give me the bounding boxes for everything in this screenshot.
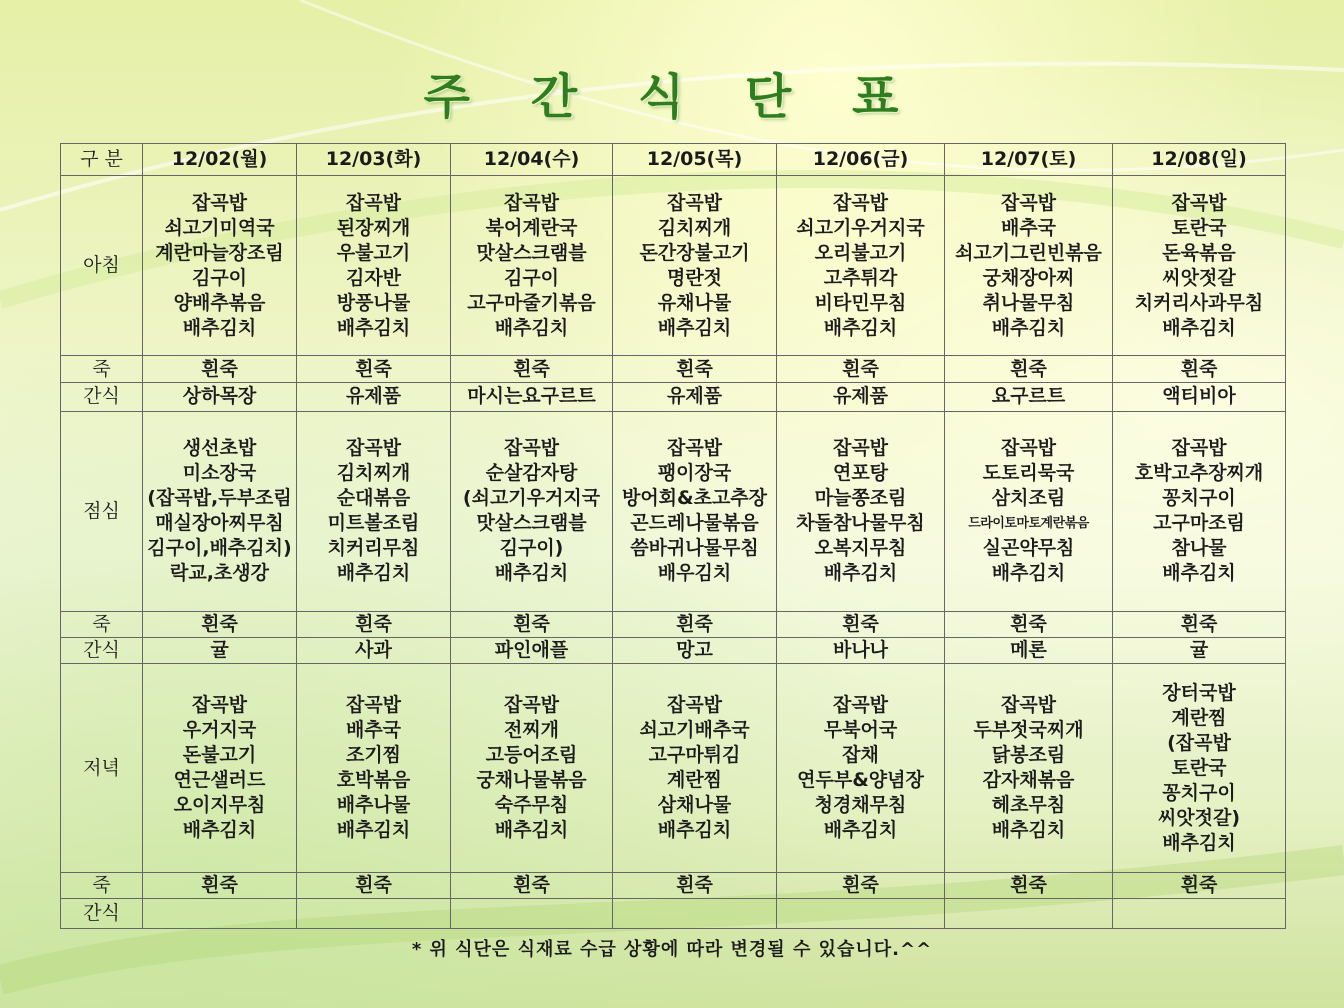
menu-item: 요구르트 bbox=[991, 385, 1066, 408]
menu-item: 미소장국 bbox=[182, 462, 257, 485]
menu-cell bbox=[143, 382, 297, 411]
lunch-row bbox=[61, 411, 1286, 612]
menu-item: 맛살스크램블 bbox=[476, 241, 587, 264]
snack-row bbox=[61, 898, 1286, 928]
menu-item: 배추김치 bbox=[1162, 831, 1236, 854]
menu-item: 두부젓국찌개 bbox=[973, 719, 1084, 742]
menu-item: 순대볶음 bbox=[336, 487, 411, 510]
day-header: 12/05(목) bbox=[613, 144, 777, 176]
menu-cell bbox=[1113, 411, 1286, 612]
menu-cell bbox=[945, 612, 1113, 638]
menu-item: 잡곡밥 bbox=[503, 437, 560, 460]
menu-item: 계란찜 bbox=[1171, 706, 1227, 729]
menu-item: 배추김치 bbox=[823, 316, 898, 339]
menu-item: 파인애플 bbox=[494, 639, 569, 662]
menu-cell bbox=[613, 411, 777, 612]
menu-item: 배추김치 bbox=[336, 562, 411, 585]
menu-item: 흰죽 bbox=[1010, 357, 1047, 380]
menu-cell bbox=[451, 872, 613, 898]
menu-item: 김구이 bbox=[191, 266, 248, 289]
menu-cell bbox=[945, 356, 1113, 382]
menu-item: 김치찌개 bbox=[336, 462, 411, 485]
menu-item: 도토리묵국 bbox=[982, 462, 1075, 485]
menu-item: 쇠고기미역국 bbox=[164, 216, 275, 239]
menu-item: 유채나물 bbox=[657, 291, 732, 314]
menu-item: 잡곡밥 bbox=[832, 694, 889, 717]
menu-item: (잡곡밥 bbox=[1167, 731, 1231, 754]
header-row bbox=[61, 144, 1286, 176]
menu-item: 유제품 bbox=[666, 385, 723, 408]
menu-item: 꽁치구이 bbox=[1162, 487, 1236, 510]
menu-item: 배추김치 bbox=[494, 562, 569, 585]
menu-cell bbox=[777, 382, 945, 411]
menu-item: 잡곡밥 bbox=[503, 191, 560, 214]
menu-item: 쇠고기배추국 bbox=[639, 719, 750, 742]
menu-item: 잡곡밥 bbox=[1000, 694, 1057, 717]
menu-item: 잡곡밥 bbox=[345, 191, 402, 214]
menu-item: 잡곡밥 bbox=[191, 694, 248, 717]
menu-cell bbox=[945, 898, 1113, 928]
menu-item: 잡곡밥 bbox=[1171, 191, 1227, 214]
menu-item: 양배추볶음 bbox=[173, 291, 266, 314]
menu-cell bbox=[777, 872, 945, 898]
menu-item: 배추김치 bbox=[494, 316, 569, 339]
menu-cell bbox=[451, 411, 613, 612]
menu-cell bbox=[143, 872, 297, 898]
day-header: 12/02(월) bbox=[143, 144, 297, 176]
menu-item: 귤 bbox=[210, 639, 229, 662]
menu-item: 매실장아찌무침 bbox=[155, 512, 284, 535]
menu-item: 귤 bbox=[1189, 639, 1209, 662]
menu-item: 씨앗젓갈 bbox=[1162, 266, 1236, 289]
page-title: 주 간 식 단 표 bbox=[423, 69, 921, 125]
menu-item: 고구마조림 bbox=[1153, 512, 1245, 535]
menu-item: 실곤약무침 bbox=[982, 537, 1075, 560]
menu-cell bbox=[297, 898, 451, 928]
menu-item: 마늘쫑조림 bbox=[814, 487, 907, 510]
menu-item: 고구마튀김 bbox=[648, 744, 741, 767]
menu-item: 맛살스크램블 bbox=[476, 512, 587, 535]
menu-item: 상하목장 bbox=[182, 385, 257, 408]
menu-cell bbox=[945, 872, 1113, 898]
menu-item: 흰죽 bbox=[676, 613, 713, 636]
menu-cell bbox=[1113, 612, 1286, 638]
menu-item: 잡곡밥 bbox=[345, 437, 402, 460]
menu-item: 연두부&양념장 bbox=[797, 769, 924, 792]
menu-cell bbox=[1113, 176, 1286, 356]
menu-cell bbox=[1113, 664, 1286, 873]
menu-cell bbox=[143, 638, 297, 664]
menu-item: 흰죽 bbox=[201, 357, 238, 380]
menu-cell bbox=[613, 664, 777, 873]
menu-item: 잡곡밥 bbox=[832, 437, 889, 460]
menu-item: 계란찜 bbox=[666, 769, 723, 792]
menu-item: 배추김치 bbox=[991, 562, 1066, 585]
menu-item: 배추김치 bbox=[182, 316, 257, 339]
menu-item: 생선초밥 bbox=[182, 437, 257, 460]
menu-cell bbox=[777, 664, 945, 873]
menu-item: 망고 bbox=[676, 639, 713, 662]
menu-item: 씨앗젓갈) bbox=[1157, 806, 1241, 829]
menu-item: 꽁치구이 bbox=[1162, 781, 1236, 804]
menu-cell bbox=[297, 176, 451, 356]
menu-item: 배추김치 bbox=[657, 819, 732, 842]
menu-item: 잡곡밥 bbox=[666, 694, 723, 717]
menu-item: 방어회&초고추장 bbox=[621, 487, 768, 510]
row-label: 아침 bbox=[61, 176, 143, 356]
menu-item: 바나나 bbox=[832, 639, 889, 662]
menu-cell bbox=[1113, 382, 1286, 411]
menu-item: 비타민무침 bbox=[814, 291, 907, 314]
menu-cell bbox=[945, 664, 1113, 873]
menu-item: 흰죽 bbox=[201, 613, 238, 636]
menu-cell bbox=[297, 411, 451, 612]
menu-item: 호박고추장찌개 bbox=[1134, 462, 1264, 485]
menu-cell bbox=[945, 638, 1113, 664]
menu-item: 잡곡밥 bbox=[345, 694, 402, 717]
menu-item: 배추김치 bbox=[823, 819, 898, 842]
menu-item: 오리불고기 bbox=[814, 241, 907, 264]
menu-cell bbox=[143, 664, 297, 873]
menu-item: 잡곡밥 bbox=[1000, 437, 1057, 460]
menu-item: 배추김치 bbox=[182, 819, 257, 842]
menu-item: 흰죽 bbox=[513, 613, 550, 636]
menu-item: 삼채나물 bbox=[657, 794, 732, 817]
menu-item: (쇠고기우거지국 bbox=[462, 487, 601, 510]
porridge-row bbox=[61, 356, 1286, 382]
menu-item: 흰죽 bbox=[1180, 357, 1218, 380]
menu-item: 배추김치 bbox=[657, 316, 732, 339]
menu-item: 닭봉조림 bbox=[991, 744, 1066, 767]
menu-item: 김치찌개 bbox=[657, 216, 732, 239]
menu-item: 헤초무침 bbox=[991, 794, 1066, 817]
menu-cell bbox=[451, 176, 613, 356]
menu-cell bbox=[613, 872, 777, 898]
menu-item: 유제품 bbox=[832, 385, 889, 408]
menu-item: 흰죽 bbox=[842, 873, 879, 896]
menu-cell bbox=[297, 872, 451, 898]
menu-item: (잡곡밥,두부조림 bbox=[147, 487, 292, 510]
menu-item: 고구마줄기볶음 bbox=[467, 291, 596, 314]
menu-item: 돈육볶음 bbox=[1162, 241, 1236, 264]
menu-item: 잡곡밥 bbox=[1171, 437, 1227, 460]
day-header: 12/08(일) bbox=[1113, 144, 1286, 176]
row-label: 죽 bbox=[61, 872, 143, 898]
menu-item: 김자반 bbox=[345, 266, 402, 289]
menu-cell bbox=[613, 382, 777, 411]
menu-item: 락교,초생강 bbox=[170, 562, 269, 585]
menu-item: 흰죽 bbox=[842, 613, 879, 636]
menu-item: 배추김치 bbox=[991, 819, 1066, 842]
menu-item: 배추김치 bbox=[336, 819, 411, 842]
menu-item: 흰죽 bbox=[676, 357, 713, 380]
menu-item: 배추국 bbox=[1000, 216, 1057, 239]
header-corner: 구 분 bbox=[61, 144, 143, 176]
menu-item: 김구이 bbox=[503, 266, 560, 289]
menu-item: 숙주무침 bbox=[494, 794, 569, 817]
row-label: 저녁 bbox=[61, 664, 143, 873]
menu-item: 배추나물 bbox=[336, 794, 411, 817]
snack-row bbox=[61, 382, 1286, 411]
row-label: 간식 bbox=[61, 638, 143, 664]
menu-cell bbox=[777, 898, 945, 928]
menu-cell bbox=[613, 612, 777, 638]
menu-cell bbox=[777, 176, 945, 356]
menu-cell bbox=[451, 898, 613, 928]
menu-item: 무북어국 bbox=[823, 719, 898, 742]
menu-item: 우불고기 bbox=[336, 241, 411, 264]
menu-item: 액티비아 bbox=[1162, 385, 1236, 408]
menu-item: 배우김치 bbox=[657, 562, 732, 585]
menu-cell bbox=[451, 638, 613, 664]
menu-item: 잡곡밥 bbox=[503, 694, 560, 717]
menu-item: 순살감자탕 bbox=[485, 462, 578, 485]
menu-item: 된장찌개 bbox=[336, 216, 411, 239]
menu-item: 감자채볶음 bbox=[982, 769, 1075, 792]
menu-cell bbox=[143, 356, 297, 382]
menu-item: 조기찜 bbox=[345, 744, 402, 767]
menu-item: 곤드레나물볶음 bbox=[630, 512, 759, 535]
menu-item: 참나물 bbox=[1171, 537, 1227, 560]
menu-item: 궁채나물볶음 bbox=[476, 769, 587, 792]
menu-item: 흰죽 bbox=[1010, 613, 1047, 636]
menu-item: 흰죽 bbox=[676, 873, 713, 896]
menu-item: 치커리사과무침 bbox=[1134, 291, 1264, 314]
menu-item: 잡곡밥 bbox=[832, 191, 889, 214]
menu-item: 방풍나물 bbox=[336, 291, 411, 314]
menu-cell bbox=[777, 356, 945, 382]
menu-item: 쇠고기그린빈볶음 bbox=[955, 241, 1102, 264]
menu-table bbox=[60, 143, 1286, 929]
menu-item: 김구이,배추김치) bbox=[147, 537, 292, 560]
menu-item: 흰죽 bbox=[513, 357, 550, 380]
menu-item: 배추김치 bbox=[494, 819, 569, 842]
menu-cell bbox=[451, 612, 613, 638]
menu-cell bbox=[451, 382, 613, 411]
menu-item: 돈불고기 bbox=[182, 744, 257, 767]
menu-cell bbox=[1113, 872, 1286, 898]
row-label: 점심 bbox=[61, 411, 143, 612]
menu-item: 청경채무침 bbox=[814, 794, 907, 817]
menu-item: 토란국 bbox=[1171, 216, 1227, 239]
menu-item: 마시는요구르트 bbox=[467, 385, 596, 408]
menu-item: 명란젓 bbox=[666, 266, 723, 289]
porridge-row bbox=[61, 872, 1286, 898]
menu-item: 흰죽 bbox=[355, 357, 392, 380]
menu-item: 돈간장불고기 bbox=[639, 241, 750, 264]
menu-item: 오이지무침 bbox=[173, 794, 266, 817]
menu-item: 치커리무침 bbox=[327, 537, 420, 560]
menu-item: 잡곡밥 bbox=[1000, 191, 1057, 214]
menu-cell bbox=[777, 612, 945, 638]
menu-item: 잡곡밥 bbox=[191, 191, 248, 214]
menu-item: 고추튀각 bbox=[823, 266, 898, 289]
menu-cell bbox=[451, 664, 613, 873]
menu-item: 흰죽 bbox=[1180, 873, 1218, 896]
menu-item: 삼치조림 bbox=[991, 487, 1066, 510]
menu-item: 쇠고기우거지국 bbox=[796, 216, 925, 239]
menu-cell bbox=[297, 612, 451, 638]
menu-item: 오복지무침 bbox=[814, 537, 907, 560]
menu-item: 흰죽 bbox=[1010, 873, 1047, 896]
menu-item: 씀바귀나물무침 bbox=[630, 537, 759, 560]
menu-cell bbox=[613, 176, 777, 356]
menu-item: 흰죽 bbox=[201, 873, 238, 896]
menu-item: 배추김치 bbox=[823, 562, 898, 585]
menu-item: 팽이장국 bbox=[657, 462, 732, 485]
day-header: 12/04(수) bbox=[451, 144, 613, 176]
day-header: 12/03(화) bbox=[297, 144, 451, 176]
menu-item: 배추김치 bbox=[1162, 316, 1236, 339]
menu-item: 드라이토마토계란볶음 bbox=[968, 516, 1089, 532]
menu-item: 연근샐러드 bbox=[173, 769, 266, 792]
row-label: 죽 bbox=[61, 356, 143, 382]
menu-item: 차돌참나물무침 bbox=[796, 512, 925, 535]
menu-item: 미트볼조림 bbox=[327, 512, 420, 535]
menu-item: 장터국밥 bbox=[1162, 681, 1236, 704]
menu-cell bbox=[613, 356, 777, 382]
menu-cell bbox=[143, 176, 297, 356]
menu-cell bbox=[297, 638, 451, 664]
row-label: 간식 bbox=[61, 382, 143, 411]
menu-cell bbox=[613, 898, 777, 928]
menu-cell bbox=[777, 638, 945, 664]
menu-item: 유제품 bbox=[345, 385, 402, 408]
menu-cell bbox=[451, 356, 613, 382]
menu-cell bbox=[613, 638, 777, 664]
menu-item: 잡채 bbox=[842, 744, 879, 767]
menu-item: 잡곡밥 bbox=[666, 437, 723, 460]
menu-cell bbox=[945, 382, 1113, 411]
menu-cell bbox=[777, 411, 945, 612]
menu-item: 잡곡밥 bbox=[666, 191, 723, 214]
footnote: * 위 식단은 식재료 수급 상황에 따라 변경될 수 있습니다.^^ bbox=[411, 939, 933, 960]
row-label: 간식 bbox=[61, 898, 143, 928]
dinner-row bbox=[61, 664, 1286, 873]
menu-item: 전찌개 bbox=[503, 719, 560, 742]
menu-item: 연포탕 bbox=[832, 462, 889, 485]
menu-item: 배추김치 bbox=[1162, 562, 1236, 585]
menu-cell bbox=[143, 411, 297, 612]
menu-item: 사과 bbox=[355, 639, 392, 662]
breakfast-row bbox=[61, 176, 1286, 356]
menu-item: 호박볶음 bbox=[336, 769, 411, 792]
menu-cell bbox=[297, 382, 451, 411]
menu-body bbox=[61, 176, 1286, 929]
porridge-row bbox=[61, 612, 1286, 638]
menu-item: 취나물무침 bbox=[982, 291, 1075, 314]
menu-item: 흰죽 bbox=[1180, 613, 1218, 636]
snack-row bbox=[61, 638, 1286, 664]
menu-item: 흰죽 bbox=[355, 873, 392, 896]
menu-cell bbox=[1113, 638, 1286, 664]
menu-item: 메론 bbox=[1010, 639, 1047, 662]
menu-cell bbox=[945, 176, 1113, 356]
menu-item: 토란국 bbox=[1171, 756, 1227, 779]
menu-item: 배추국 bbox=[345, 719, 402, 742]
menu-item: 흰죽 bbox=[355, 613, 392, 636]
menu-item: 북어계란국 bbox=[485, 216, 578, 239]
menu-cell bbox=[297, 356, 451, 382]
menu-item: 김구이) bbox=[499, 537, 564, 560]
menu-item: 궁채장아찌 bbox=[982, 266, 1075, 289]
day-header: 12/07(토) bbox=[945, 144, 1113, 176]
menu-item: 우거지국 bbox=[182, 719, 257, 742]
menu-item: 흰죽 bbox=[513, 873, 550, 896]
menu-item: 흰죽 bbox=[842, 357, 879, 380]
menu-item: 고등어조림 bbox=[485, 744, 578, 767]
row-label: 죽 bbox=[61, 612, 143, 638]
menu-cell bbox=[1113, 356, 1286, 382]
day-header: 12/06(금) bbox=[777, 144, 945, 176]
menu-cell bbox=[1113, 898, 1286, 928]
menu-cell bbox=[143, 898, 297, 928]
menu-item: 계란마늘장조림 bbox=[155, 241, 284, 264]
menu-cell bbox=[143, 612, 297, 638]
menu-item: 배추김치 bbox=[991, 316, 1066, 339]
menu-cell bbox=[945, 411, 1113, 612]
menu-item: 배추김치 bbox=[336, 316, 411, 339]
menu-cell bbox=[297, 664, 451, 873]
